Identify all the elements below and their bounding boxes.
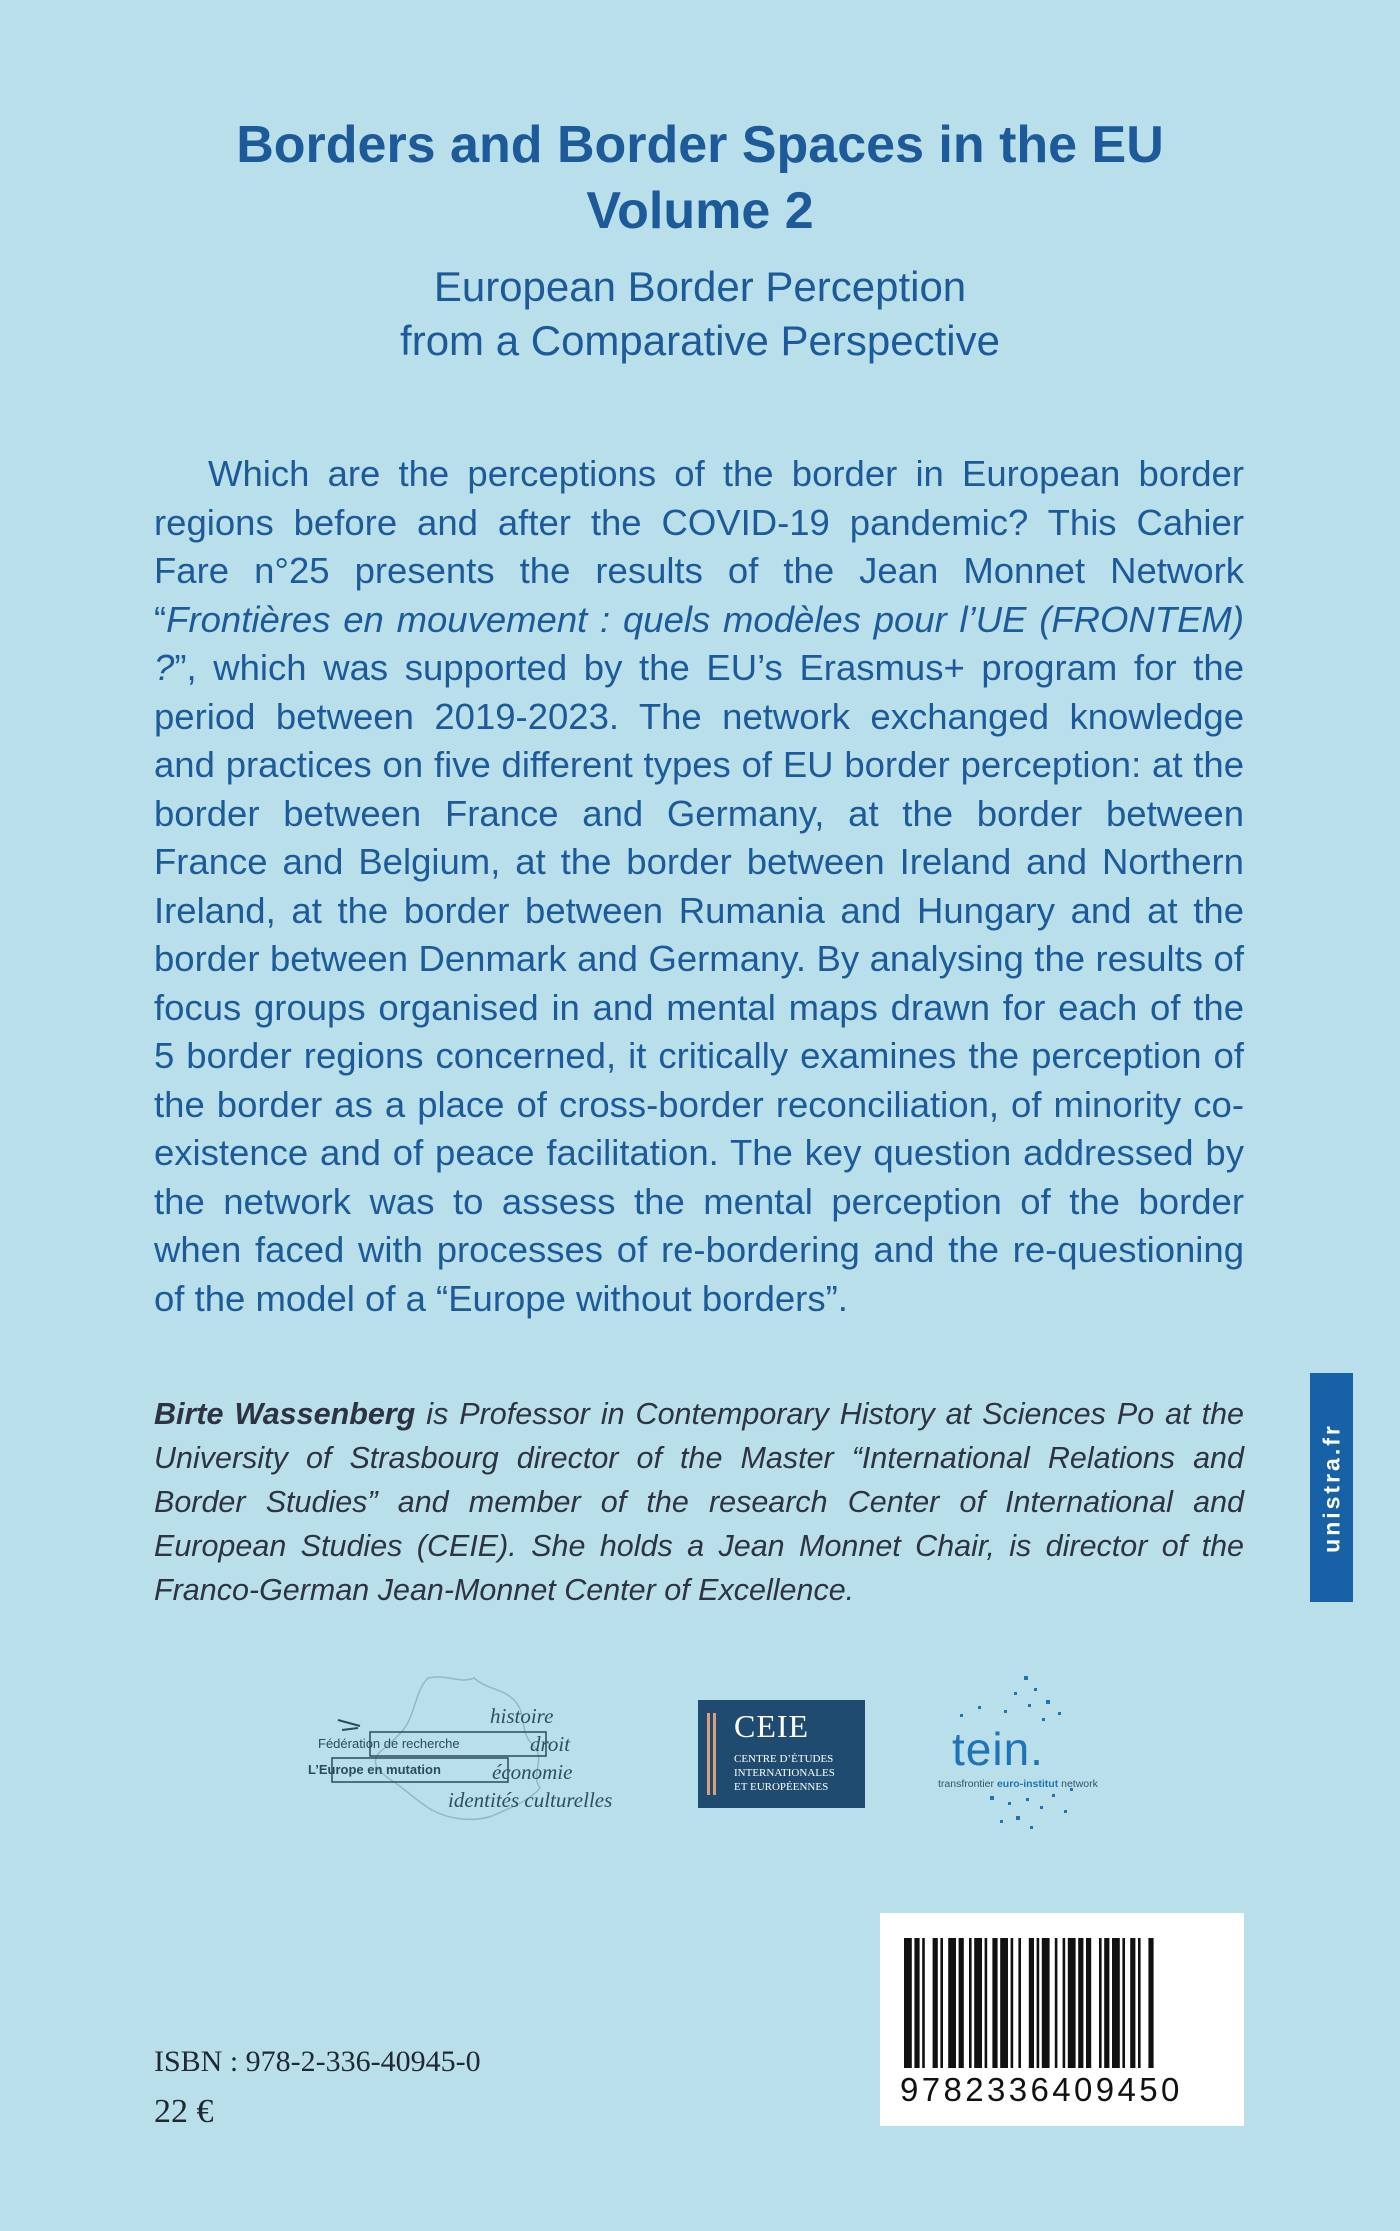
- cover-subtitle: [100, 260, 1300, 368]
- ceie-logo: [698, 1700, 865, 1808]
- barcode-bars: [904, 1938, 1220, 2068]
- author-bio: [154, 1392, 1244, 1612]
- barcode-bar: [922, 1938, 925, 2068]
- federation-line-1: Fédération de recherche: [318, 1736, 460, 1751]
- blurb-paragraph: [154, 450, 1244, 1323]
- price-text: 22 €: [154, 2093, 214, 2130]
- ceie-sub-3: ET EUROPÉENNES: [734, 1781, 829, 1793]
- cover-title: [100, 112, 1300, 244]
- isbn-text: ISBN : 978-2-336-40945-0: [154, 2045, 481, 2078]
- ceie-subtitle: [734, 1752, 835, 1794]
- federation-word-economy: économie: [492, 1760, 573, 1784]
- ceie-bars-icon: [707, 1713, 719, 1795]
- subtitle-line-1: European Border Perception: [433, 263, 967, 310]
- barcode-bar: [1122, 1938, 1125, 2068]
- barcode-bar: [1037, 1938, 1040, 2068]
- barcode-bar: [1104, 1938, 1109, 2068]
- blurb-text-1: Which are the perceptions of the border in European border regions before and after the COVID-19 pandemic? This Cahier Fare n°25 presents the results of the Jean Monnet Network “: [154, 453, 1244, 640]
- author-name: Birte Wassenberg: [154, 1397, 416, 1431]
- barcode-bar: [969, 1938, 972, 2068]
- tein-tag-bold: euro-institut: [996, 1778, 1059, 1790]
- subtitle-line-2: from a Comparative Perspective: [400, 317, 1000, 364]
- federation-word-culture: identités culturelles: [448, 1788, 613, 1812]
- ceie-sub-2: INTERNATIONALES: [734, 1767, 835, 1779]
- title-line-2: Volume 2: [586, 182, 814, 240]
- barcode-digits: 9782336409450: [900, 2071, 1183, 2108]
- tein-tagline: [938, 1778, 1098, 1790]
- federation-line-2: L’Europe en mutation: [308, 1762, 441, 1777]
- title-line-1: Borders and Border Spaces in the EU: [236, 116, 1164, 174]
- barcode-bar: [1029, 1938, 1034, 2068]
- barcode-bar: [985, 1938, 988, 2068]
- tein-tag-post: network: [1058, 1778, 1098, 1790]
- barcode-bar: [1042, 1938, 1050, 2068]
- barcode-bar: [940, 1938, 943, 2068]
- barcode-bar: [1086, 1938, 1091, 2068]
- barcode-bar: [1055, 1938, 1058, 2068]
- federation-word-history: histoire: [490, 1704, 554, 1728]
- barcode-bar: [1063, 1938, 1066, 2068]
- barcode-bar: [1000, 1938, 1008, 2068]
- barcode-bar: [933, 1938, 938, 2068]
- barcode-bar: [1078, 1938, 1083, 2068]
- barcode-bar: [1018, 1938, 1021, 2068]
- barcode-bar: [1112, 1938, 1120, 2068]
- author-bio-text: is Professor in Contemporary History at Sciences Po at the University of Strasbourg director of the Master “International Relations and Border Studies” and member of the research Center of International and European Studies (CEIE). She holds a Jean Monnet Chair, is director of the Franco-German Jean-Monnet Center of Excellence.: [154, 1397, 1244, 1607]
- barcode-bar: [914, 1938, 919, 2068]
- ceie-title: CEIE: [734, 1708, 810, 1744]
- barcode-bar: [1148, 1938, 1153, 2068]
- barcode-bar: [1130, 1938, 1135, 2068]
- barcode-bar: [1138, 1938, 1141, 2068]
- network-name: Frontières en mouvement : quels modèles pour l’UE (FRONTEM) ?: [154, 598, 1244, 688]
- barcode-bar: [974, 1938, 982, 2068]
- barcode-bar: [904, 1938, 912, 2068]
- barcode-bar: [1099, 1938, 1102, 2068]
- tein-wordmark: tein.: [952, 1723, 1044, 1775]
- federation-logo: [278, 1670, 638, 1830]
- blurb-text-2: ”, which was supported by the EU’s Erasmus+ program for the period between 2019-2023. The network exchanged knowledge and practices on five different types of EU border perception: at the border between France and Germany, at the border between France and Belgium, at the border between Ireland and Northern Ireland, at the border between Rumania and Hungary and at the border between Denmark and Germany. By analysing the results of focus groups organised in and mental maps drawn for each of the 5 border regions concerned, it critically examines the perception of the border as a place of cross-border reconciliation, of minority co-existence and of peace facilitation. The key question addressed by the network was to assess the mental perception of the border when faced with processes of re-bordering and the re-questioning of the model of a “Europe without borders”.: [154, 647, 1244, 1319]
- barcode-bar: [992, 1938, 997, 2068]
- barcode-bar: [1011, 1938, 1014, 2068]
- unistra-side-tab: [1310, 1373, 1353, 1602]
- ceie-sub-1: CENTRE D’ÉTUDES: [734, 1753, 834, 1765]
- federation-word-law: droit: [530, 1732, 571, 1756]
- tein-logo: [930, 1670, 1130, 1840]
- barcode-box: [880, 1913, 1244, 2126]
- unistra-label: unistra.fr: [1318, 1422, 1344, 1553]
- barcode-bar: [959, 1938, 964, 2068]
- barcode-bar: [1068, 1938, 1076, 2068]
- barcode-bar: [948, 1938, 956, 2068]
- tein-tag-pre: transfrontier: [938, 1778, 997, 1790]
